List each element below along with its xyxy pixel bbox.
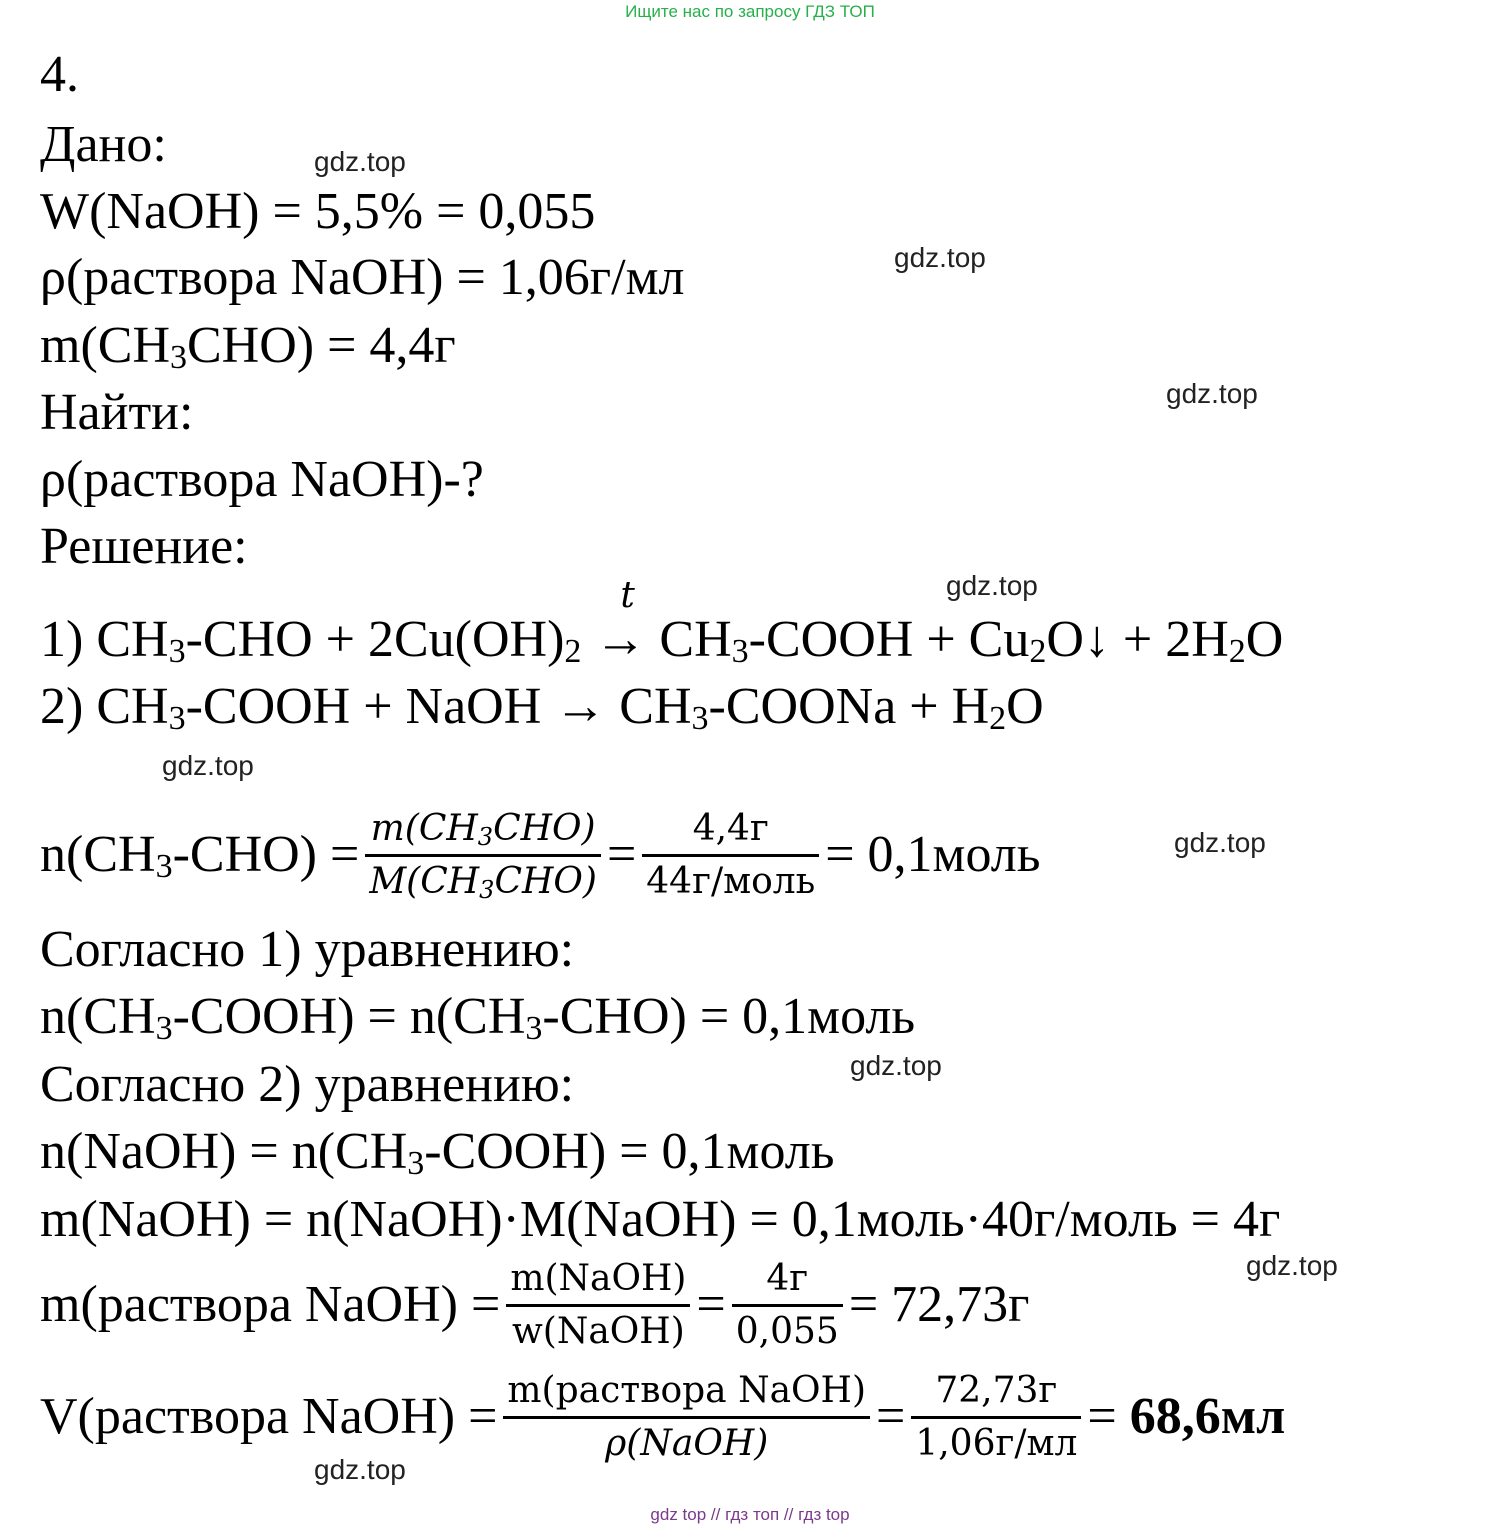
given-label: Дано: — [40, 116, 167, 173]
watermark: gdz.top — [314, 146, 406, 177]
given-m-acetaldehyde: $m(CH_3CHO) = 4,4г$ — [40, 317, 456, 376]
fraction-m-over-rho: $\frac{\text{m(раствора NaOH)}}{\text{ρ(NaOH)}}$ — [503, 1366, 870, 1469]
according-to-eq1: Согласно 1) уравнению: — [40, 921, 575, 978]
watermark: gdz.top — [314, 1454, 406, 1485]
heat-arrow: t → — [594, 575, 647, 668]
n-naoh: n(NaOH) = $n(CH_3-COOH)$ = 0,1моль — [40, 1123, 835, 1182]
according-to-eq2: Согласно 2) уравнению: — [40, 1056, 575, 1113]
final-answer: 68,6мл — [1129, 1388, 1286, 1445]
fraction-numeric-volume: $\frac{72,73г}{1,06г/мл}$ — [911, 1366, 1081, 1469]
fraction-m-over-w: $\frac{\text{m(NaOH)}}{\text{w(NaOH)}}$ — [506, 1254, 690, 1357]
solution-label: Решение: — [40, 518, 248, 575]
m-solution-naoh: m(раствора NaOH) = $\frac{\text{m(NaOH)}}{\text{w(NaOH)}}$ = $\frac{4г}{0,055}$ = 72,73г — [40, 1250, 1029, 1361]
equation-2: 2) $CH_3$-COOH + NaOH → $CH_3$-COONa + $H_2O$ — [40, 678, 1044, 737]
fraction-numeric: $\frac{4,4г}{\text{44г/моль}}$ — [642, 804, 819, 907]
top-banner: Ищите нас по запросу ГДЗ ТОП — [625, 2, 875, 21]
watermark: gdz.top — [1174, 827, 1266, 858]
find-label: Найти: — [40, 384, 194, 441]
watermark: gdz.top — [946, 570, 1038, 601]
watermark: gdz.top — [894, 242, 986, 273]
watermark: gdz.top — [850, 1050, 942, 1081]
v-solution-naoh: V(раствора NaOH) = $\frac{\text{m(раствора NaOH)}}{\text{ρ(NaOH)}}$ = $\frac{72,73г}{1,06г/мл}$ = 68,6мл — [40, 1362, 1285, 1473]
given-w-naoh: W(NaOH) = 5,5% = 0,055 — [40, 183, 596, 240]
calc-n-acetaldehyde: $n(CH_3-CHO)$ = $\frac{m(CH_3CHO)}{M(CH_3CHO)}$ = $\frac{4,4г}{\text{44г/моль}}$ = 0,1моль — [40, 800, 1040, 911]
watermark: gdz.top — [162, 750, 254, 781]
task-number: 4. — [40, 46, 79, 103]
fraction-mass-over-molar: $\frac{m(CH_3CHO)}{M(CH_3CHO)}$ — [365, 804, 601, 907]
n-acetic-acid: $n(CH_3-COOH) = n(CH_3-CHO)$ = 0,1моль — [40, 988, 916, 1047]
watermark: gdz.top — [1246, 1250, 1338, 1281]
m-naoh: m(NaOH) = n(NaOH)·M(NaOH) = 0,1моль·40г/моль = 4г — [40, 1191, 1281, 1248]
equation-1: 1) $CH_3$-CHO + $2Cu(OH)_2$ t → $CH_3$-COOH + $Cu_2O↓ + 2H_2O$ — [40, 575, 1284, 670]
fraction-numeric-mass: $\frac{4г}{0,055}$ — [732, 1254, 843, 1357]
watermark: gdz.top — [1166, 378, 1258, 409]
given-rho: ρ(раствора NaOH) = 1,06г/мл — [40, 249, 685, 306]
bottom-banner: gdz top // гдз топ // гдз top — [650, 1505, 850, 1524]
find-value: ρ(раствора NaOH)-? — [40, 451, 484, 508]
